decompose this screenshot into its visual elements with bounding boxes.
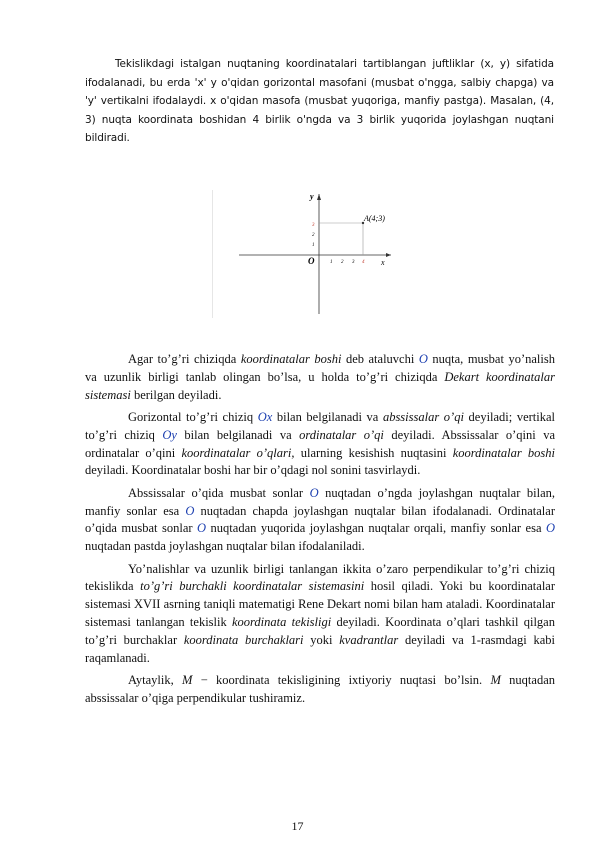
text-run: nuqtadan yuqorida joylashgan nuqtalar orqali, manfiy sonlar esa	[206, 521, 546, 536]
symbol-oy: Oy	[162, 427, 177, 442]
x-arrow	[386, 253, 391, 257]
text-run: nuqtadan pastda joylashgan nuqtalar bilan ifodalaniladi.	[85, 539, 365, 554]
x-tick-label: 1	[330, 260, 333, 265]
symbol-m: M	[490, 672, 501, 687]
term-coordinate-origin: koordinatalar boshi	[452, 445, 555, 460]
term-coordinate-origin: koordinatalar boshi	[240, 352, 342, 366]
y-tick-label: 3	[312, 223, 315, 228]
text-run: deyiladi. Abssissalar o’qini va ordinatalar o’qini	[85, 427, 555, 460]
y-arrow	[317, 194, 321, 200]
term-quadrants: kvadrantlar	[339, 632, 399, 647]
point-a-label: A(4;3)	[364, 214, 385, 223]
term-ordinate-axis: ordinatalar o’qi	[299, 427, 384, 442]
paragraph-3	[85, 485, 555, 556]
text-run: nuqtadan abssissalar o’qiga perpendikular tushiramiz.	[85, 672, 555, 705]
coordinate-figure	[212, 190, 393, 318]
paragraph-1	[85, 351, 555, 404]
symbol-o: O	[197, 521, 207, 536]
text-run: berilgan deyiladi.	[130, 387, 222, 402]
y-tick-label: 1	[312, 243, 315, 248]
paragraph-5	[85, 672, 555, 708]
text-run: nuqtadan chapda joylashgan nuqtalar bilan ifodalanadi. Ordinatalar o’qida musbat sonlar	[85, 503, 555, 536]
intro-paragraph	[85, 55, 554, 148]
symbol-o: O	[185, 503, 195, 518]
x-tick-label: 4	[362, 260, 365, 265]
x-axis-label: x	[381, 258, 385, 267]
text-run: hosil qiladi. Yoki bu koordinatalar sistemasi XVII asrning taniqli matematigi Rene Dekart nomi bilan ham ataladi. Koordinatalar sistemasi tanlangan tekislik	[85, 579, 556, 629]
symbol-ox: Ox	[257, 409, 273, 424]
text-run: bilan belgilanadi va	[176, 427, 300, 442]
text-run: deyiladi; vertikal to’g’ri chiziq	[85, 409, 556, 442]
paragraph-2	[85, 409, 555, 480]
page-number: 17	[291, 819, 304, 833]
body-text	[85, 351, 555, 712]
symbol-o: O	[309, 485, 319, 500]
term-coordinate-axes: koordinatalar o’qlari,	[181, 445, 295, 460]
origin-label: O	[308, 256, 315, 266]
text-run: ularning kesishish nuqtasini	[294, 445, 453, 460]
text-run: Yo’nalishlar va uzunlik birligi tanlangan ikkita o’zaro perpendikular to’g’ri chiziq tekislikda	[85, 561, 555, 594]
x-tick-label: 3	[352, 260, 355, 265]
text-run: Abssissalar o’qida musbat sonlar	[128, 485, 310, 500]
text-run: Agar to’g’ri chiziqda	[128, 352, 241, 366]
term-rectangular-system: to’g’ri burchakli koordinatalar sistemasini	[140, 579, 365, 594]
text-run: nuqta, musbat yo’nalish va uzunlik birligi tanlab olingan bo’lsa, u holda to’g’ri chiziqda	[85, 352, 555, 384]
paragraph-4	[85, 561, 555, 668]
term-abscissa-axis: abssissalar o’qi	[382, 409, 464, 424]
term-cartesian-system: Dekart koordinatalar sistemasi	[85, 369, 555, 402]
text-run: deyiladi. Koordinatalar boshi har bir o’qdagi nol sonini tasvirlaydi.	[85, 463, 421, 478]
term-coordinate-angles: koordinata burchaklari	[183, 632, 304, 647]
symbol-m: M	[182, 672, 193, 687]
text-run: − koordinata tekisligining ixtiyoriy nuqtasi bo’lsin.	[192, 672, 491, 687]
text-run: deb ataluvchi	[341, 352, 419, 366]
y-axis-label: y	[310, 192, 314, 201]
text-run: deyiladi va 1-rasmdagi kabi raqamlanadi.	[85, 632, 555, 665]
coordinate-plane	[213, 190, 393, 318]
intro-text: Tekislikdagi istalgan nuqtaning koordinatalari tartiblangan juftliklar (x, y) sifatida ifodalanadi, bu erda 'x' y o'qidan gorizontal masofani (musbat o'ngga, salbiy chapga) va 'y' vertikalni ifodalaydi. x o'qidan masofa (musbat yuqoriga, manfiy pastga). Masalan, (4, 3) nuqta koordinata boshidan 4 birlik o'ngda va 3 birlik yuqorida joylashgan nuqtani bildiradi.	[85, 58, 554, 145]
term-coordinate-plane: koordinata tekisligi	[231, 614, 332, 629]
text-run: Gorizontal to’g’ri chiziq	[128, 409, 258, 424]
text-run: yoki	[303, 632, 340, 647]
y-tick-label: 2	[312, 233, 315, 238]
text-run: bilan belgilanadi va	[272, 409, 383, 424]
symbol-o: O	[418, 352, 428, 366]
text-run: nuqtadan o’ngda joylashgan nuqtalar bilan, manfiy sonlar esa	[85, 485, 555, 518]
x-tick-label: 2	[341, 260, 344, 265]
text-run: Aytaylik,	[128, 672, 183, 687]
text-run: deyiladi. Koordinata o’qlari tashkil qilgan to’g’ri burchaklar	[85, 614, 555, 647]
symbol-o: O	[545, 521, 556, 536]
